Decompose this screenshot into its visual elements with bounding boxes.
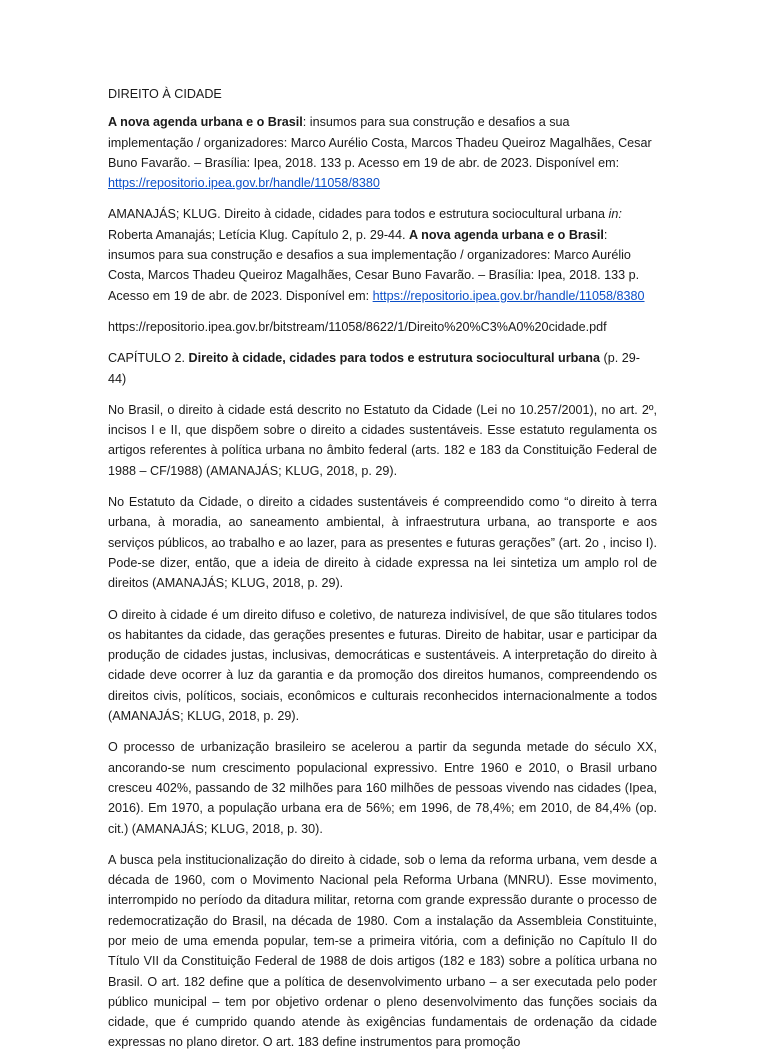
reference-book-title: A nova agenda urbana e o Brasil	[108, 115, 303, 130]
chapter-pages: (p. 29-44)	[108, 351, 640, 386]
reference-book-details: : insumos para sua construção e desafios a sua implementação / organizadores: Marco Aurélio Costa, Marcos Thadeu Queiroz Magalhães, Cesar Buno Favarão. – Brasília: Ipea, 2018. 133 p. Acesso em 19 de abr. de 2023. Disponível em:	[108, 115, 652, 170]
paragraph: No Brasil, o direito à cidade está descrito no Estatuto da Cidade (Lei no 10.257/2001), no art. 2º, incisos I e II, que dispõem sobre o direito a cidades sustentáveis. Esse estatuto regulamenta os artigos referentes à política urbana no âmbito federal (arts. 182 e 183 da Constituição Federal de 1988 – CF/1988) (AMANAJÁS; KLUG, 2018, p. 29).	[108, 402, 657, 478]
chapter-heading	[108, 348, 657, 389]
paragraph: A busca pela institucionalização do direito à cidade, sob o lema da reforma urbana, vem desde a década de 1960, com o Movimento Nacional pela Reforma Urbana (MNRU). Esse movimento, interrompido no período da ditadura militar, retorna com grande expressão durante o processo de redemocratização do Brasil, na década de 1980. Com a instalação da Assembleia Constituinte, por meio de uma emenda popular, tem-se a primeira vitória, com a definição no Capítulo II do Título VII da Constituição Federal de 1988 de dois artigos (182 e 183) sobre a política urbana no Brasil. O art. 182 define que a política de desenvolvimento urbano – a ser executada pelo poder público municipal – tem por objetivo ordenar o pleno desenvolvimento das funções sociais da cidade, que é cumprido quando atende às exigências fundamentais de ordenação da cidade expressas no plano diretor. O art. 183 define instrumentos para promoção	[108, 852, 657, 1050]
paragraph: O direito à cidade é um direito difuso e coletivo, de natureza indivisível, de que são titulares todos os habitantes da cidade, das gerações presentes e futuras. Direito de habitar, usar e participar da produção de cidades justas, inclusivas, democráticas e sustentáveis. A interpretação do direito à cidade deve ocorrer à luz da garantia e da promoção dos direitos humanos, compreendendo os direitos civis, políticos, sociais, econômicos e culturais reconhecidos internacionalmente a todos (AMANAJÁS; KLUG, 2018, p. 29).	[108, 607, 657, 724]
reference-chapter-book-title: A nova agenda urbana e o Brasil	[409, 227, 604, 242]
reference-ipea-book	[108, 112, 657, 193]
reference-chapter-lead: AMANAJÁS; KLUG. Direito à cidade, cidades para todos e estrutura sociocultural urbana	[108, 207, 609, 222]
chapter-prefix: CAPÍTULO 2.	[108, 351, 189, 366]
paragraph: O processo de urbanização brasileiro se acelerou a partir da segunda metade do século XX, ancorando-se num crescimento populacional expressivo. Entre 1960 e 2010, o Brasil urbano cresceu 402%, passando de 32 milhões para 160 milhões de pessoas vivendo nas cidades (Ipea, 2016). Em 1970, a população urbana era de 56%; em 1996, de 78,4%; em 2010, de 84,4% (op. cit.) (AMANAJÁS; KLUG, 2018, p. 30).	[108, 740, 657, 836]
reference-chapter-book-details: : insumos para sua construção e desafios a sua implementação / organizadores: Marco Aurélio Costa, Marcos Thadeu Queiroz Magalhães, Cesar Buno Favarão. – Brasília: Ipea, 2018. 133 p. Acesso em 19 de abr. de 2023. Disponível em:	[108, 227, 640, 303]
repository-link[interactable]: https://repositorio.ipea.gov.br/handle/11058/8380	[108, 176, 380, 191]
reference-chapter-authors: Roberta Amanajás; Letícia Klug. Capítulo 2, p. 29-44.	[108, 227, 410, 242]
paragraph: No Estatuto da Cidade, o direito a cidades sustentáveis é compreendido como “o direito à terra urbana, à moradia, ao saneamento ambiental, à infraestrutura urbana, ao transporte e aos serviços públicos, ao trabalho e ao lazer, para as presentes e futuras gerações” (art. 2o , inciso I). Pode-se dizer, então, que a ideia de direito à cidade expressa na lei sintetiza um amplo rol de direitos (AMANAJÁS; KLUG, 2018, p. 29).	[108, 495, 657, 591]
reference-in-label: in:	[608, 207, 622, 222]
repository-link-2[interactable]: https://repositorio.ipea.gov.br/handle/11058/8380	[372, 288, 645, 303]
chapter-title: Direito à cidade, cidades para todos e estrutura sociocultural urbana	[188, 351, 600, 366]
document-page	[108, 84, 657, 1064]
document-title: DIREITO À CIDADE	[108, 87, 222, 101]
reference-chapter	[108, 204, 657, 305]
pdf-url: https://repositorio.ipea.gov.br/bitstream/11058/8622/1/Direito%20%C3%A0%20cidade.pdf	[108, 319, 607, 334]
